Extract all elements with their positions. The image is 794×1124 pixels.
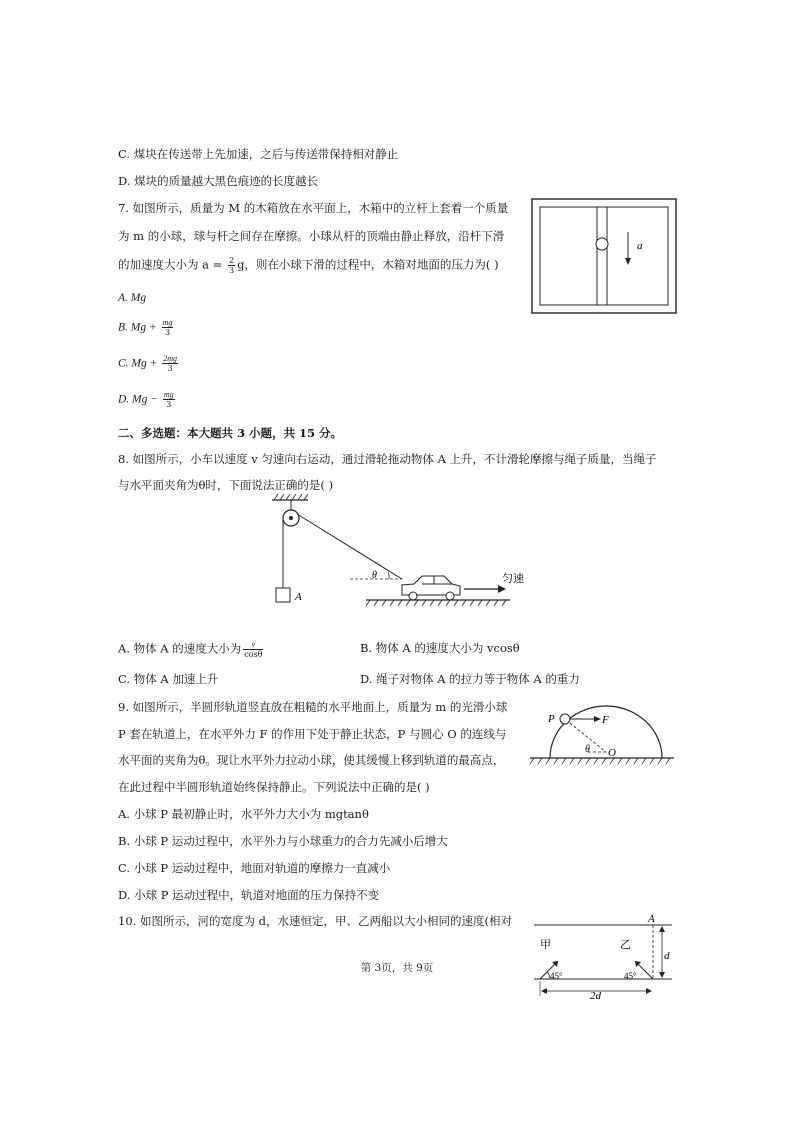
q8-stem-line1: 8. 如图所示，小车以速度 v 匀速向右运动，通过滑轮拖动物体 A 上升，不计滑轮摩擦与绳子质量，当绳子 bbox=[118, 452, 657, 466]
speed-label: 匀速 bbox=[502, 572, 524, 585]
box-outer bbox=[532, 199, 676, 313]
ball-p bbox=[560, 714, 570, 724]
q8-stem-line2: 与水平面夹角为θ时，下面说法正确的是( ) bbox=[118, 478, 334, 492]
q9-option-c: C. 小球 P 运动过程中，地面对轨道的摩擦力一直减小 bbox=[118, 861, 391, 875]
q8-option-a: A. 物体 A 的速度大小为 $\frac{v}{\cos\theta}$ bbox=[118, 640, 263, 659]
q9-stem-line4: 在此过程中半圆形轨道始终保持静止。下列说法中正确的是( ) bbox=[118, 780, 430, 794]
svg-text:乙: 乙 bbox=[620, 938, 631, 951]
q7-box-figure bbox=[530, 197, 680, 317]
q7-accel-fraction: $\frac{2}{3}$ bbox=[228, 256, 235, 275]
q6-option-d: D. 煤块的质量越大黑色痕迹的长度越长 bbox=[118, 174, 319, 188]
q7-stem-line3: 的加速度大小为 a = $\frac{2}{3}$ g，则在小球下滑的过程中，木箱对地面的压力为( ) bbox=[118, 256, 499, 275]
accel-label: a bbox=[637, 240, 643, 252]
svg-text:甲: 甲 bbox=[540, 938, 551, 951]
mass-a bbox=[276, 588, 290, 602]
q8-option-c: C. 物体 A 加速上升 bbox=[118, 672, 219, 686]
rope-slanted bbox=[297, 514, 402, 579]
svg-text:45°: 45° bbox=[550, 971, 563, 981]
svg-text:F: F bbox=[602, 714, 609, 726]
svg-text:A: A bbox=[295, 591, 302, 603]
angle-theta: θ bbox=[372, 570, 377, 581]
q10-stem-line1: 10. 如图所示，河的宽度为 d，水速恒定，甲、乙两船以大小相同的速度(相对 bbox=[118, 914, 512, 928]
svg-text:45°: 45° bbox=[624, 971, 637, 981]
box-inner bbox=[540, 207, 668, 305]
q6-option-c: C. 煤块在传送带上先加速，之后与传送带保持相对静止 bbox=[118, 147, 399, 161]
page-footer: 第 3页，共 9页 bbox=[360, 962, 434, 974]
q10-river-figure bbox=[528, 908, 678, 1000]
q7-option-a: A. Mg bbox=[118, 292, 147, 304]
q7-option-b: B. Mg + $\frac{mg}{3}$ bbox=[118, 318, 173, 337]
q9-stem-line3: 水平面的夹角为θ。现让水平外力拉动小球，使其缓慢上移到轨道的最高点， bbox=[118, 753, 505, 767]
svg-text:A: A bbox=[648, 913, 655, 925]
q9-option-d: D. 小球 P 运动过程中，轨道对地面的压力保持不变 bbox=[118, 888, 380, 902]
q7-stem-line2: 为 m 的小球，球与杆之间存在摩擦。小球从杆的顶端由静止释放，沿杆下滑 bbox=[118, 229, 505, 243]
accel-arrowhead bbox=[625, 258, 631, 265]
q9-stem-line1: 9. 如图所示，半圆形轨道竖直放在粗糙的水平地面上，质量为 m 的光滑小球 bbox=[118, 700, 508, 714]
q8-option-b: B. 物体 A 的速度大小为 vcosθ bbox=[360, 641, 520, 655]
car bbox=[402, 576, 460, 600]
svg-text:O: O bbox=[608, 747, 616, 759]
ball bbox=[596, 238, 608, 250]
svg-text:2d: 2d bbox=[590, 990, 601, 1000]
q7-option-d: D. Mg − $\frac{mg}{3}$ bbox=[118, 390, 174, 409]
q9-option-b: B. 小球 P 运动过程中，水平外力与小球重力的合力先减小后增大 bbox=[118, 834, 448, 848]
q9-stem-line2: P 套在轨道上，在水平外力 F 的作用下处于静止状态，P 与圆心 O 的连线与 bbox=[118, 727, 507, 741]
q8-pulley-figure bbox=[262, 492, 532, 610]
svg-text:P: P bbox=[548, 713, 555, 725]
q7-option-c: C. Mg + $\frac{2mg}{3}$ bbox=[118, 354, 178, 373]
q7-stem-line1: 7. 如图所示，质量为 M 的木箱放在水平面上，木箱中的立杆上套着一个质量 bbox=[118, 201, 509, 215]
q9-semicircle-figure bbox=[528, 702, 678, 770]
q8-option-d: D. 绳子对物体 A 的拉力等于物体 A 的重力 bbox=[360, 672, 580, 686]
svg-text:θ: θ bbox=[585, 744, 590, 755]
svg-text:d: d bbox=[664, 950, 670, 962]
section-heading: 二、多选题：本大题共 3 小题，共 15 分。 bbox=[118, 426, 343, 440]
q9-option-a: A. 小球 P 最初静止时，水平外力大小为 mgtanθ bbox=[118, 807, 369, 821]
